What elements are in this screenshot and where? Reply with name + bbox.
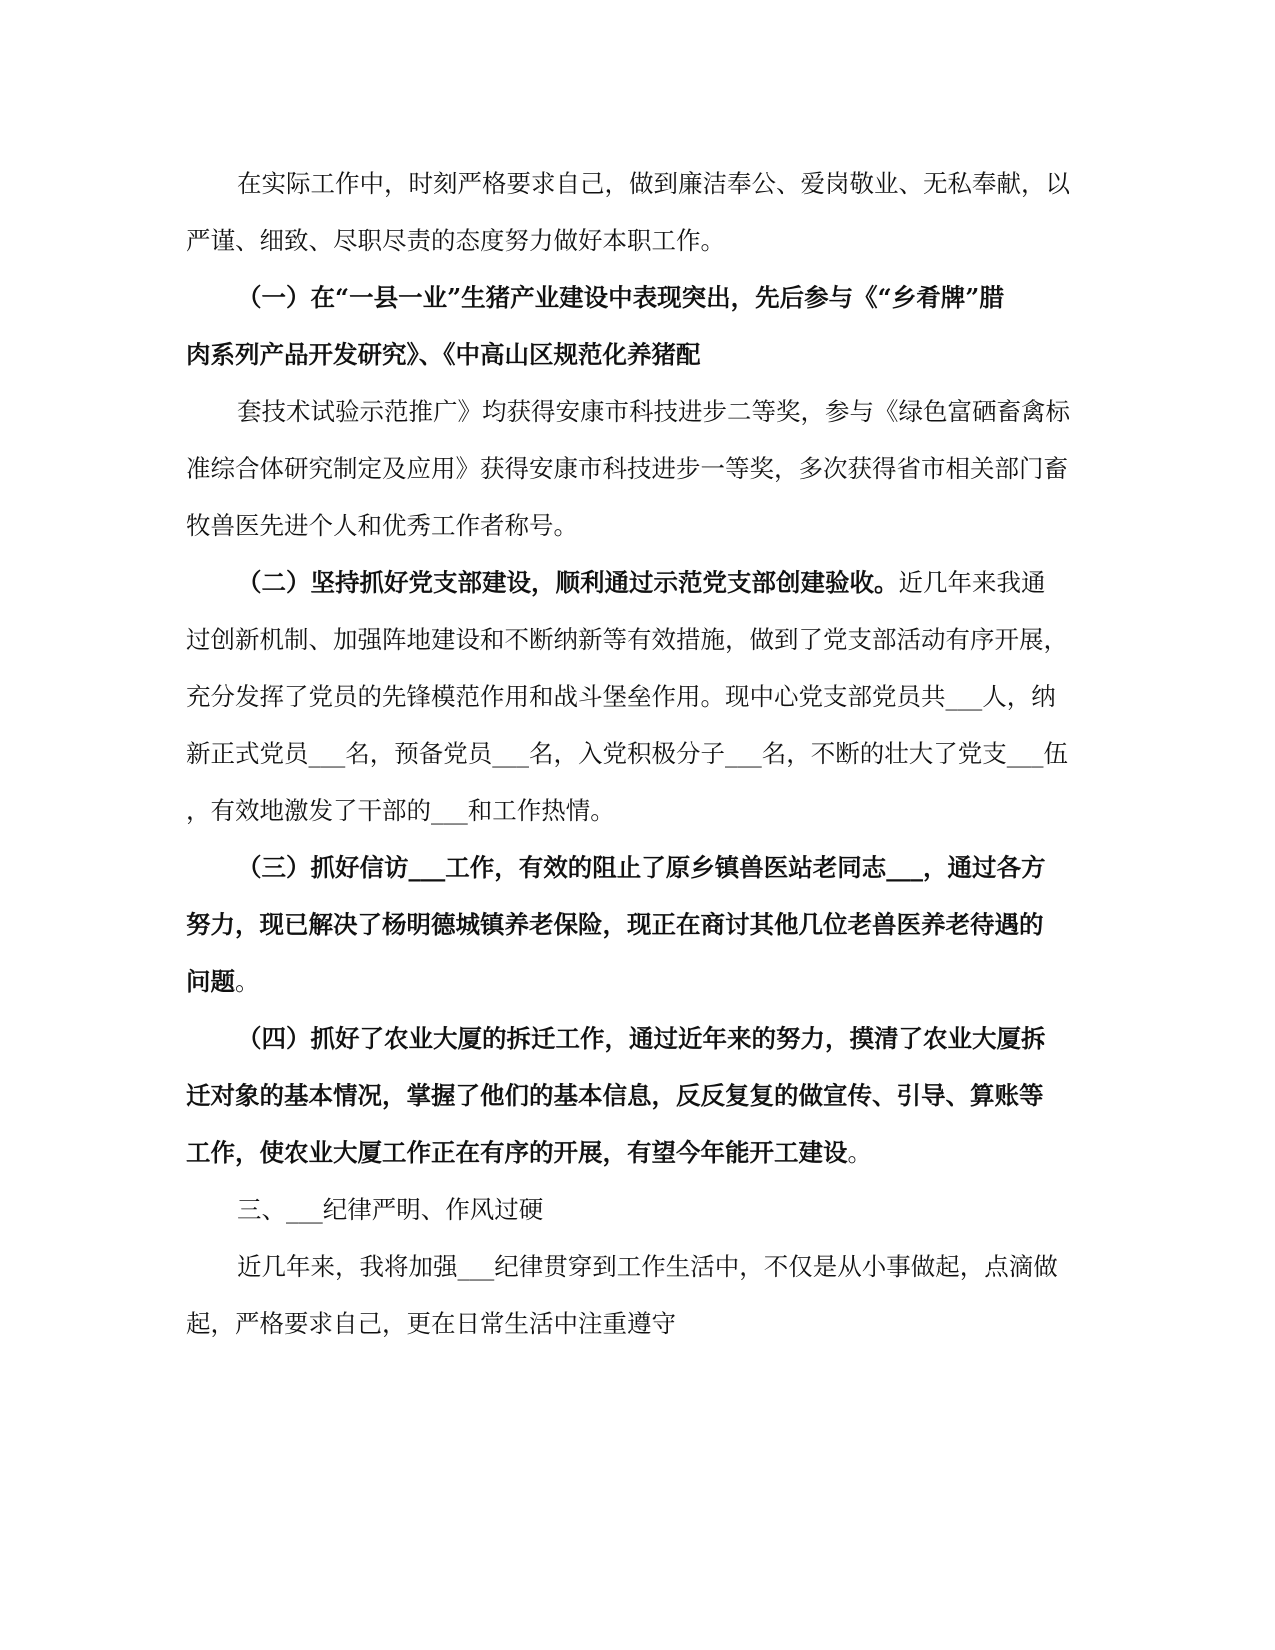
section-1-heading-line-1: （一）在“一县一业”生猪产业建设中表现突出，先后参与《“乡肴牌”腊	[237, 283, 1004, 312]
section-2-line-1	[237, 567, 1137, 599]
paragraph-intro-line-2: 严谨、细致、尽职尽责的态度努力做好本职工作。	[186, 226, 725, 255]
section-4-end-bold: 工作，使农业大厦工作正在有序的开展，有望今年能开工建设	[186, 1138, 848, 1167]
section-4-line-1: （四）抓好了农业大厦的拆迁工作，通过近年来的努力，摸清了农业大厦拆	[237, 1024, 1046, 1053]
section-1-heading-line-2: 肉系列产品开发研究》、《中高山区规范化养猪配	[186, 340, 701, 369]
section-1-body-line-2: 准综合体研究制定及应用》获得安康市科技进步一等奖，多次获得省市相关部门畜	[186, 454, 1068, 483]
section-4-end-period: 。	[847, 1138, 872, 1167]
section-2-line-3: 充分发挥了党员的先锋模范作用和战斗堡垒作用。现中心党支部党员共___人，纳	[186, 682, 1056, 711]
section-3-line-1: （三）抓好信访___工作，有效的阻止了原乡镇兽医站老同志___，通过各方	[237, 853, 1046, 882]
section-2-line-4: 新正式党员___名，预备党员___名，入党积极分子___名，不断的壮大了党支___伍	[186, 739, 1068, 768]
section-1-body-line-1: 套技术试验示范推广》均获得安康市科技进步二等奖，参与《绿色富硒畜禽标	[237, 397, 1070, 426]
section-2-body-start: 近几年来我通	[898, 568, 1046, 597]
section-3-line-3	[186, 966, 1086, 998]
section-3-end-period: 。	[235, 967, 260, 996]
section-1-body-line-3: 牧兽医先进个人和优秀工作者称号。	[186, 511, 578, 540]
part-3-body-line-1: 近几年来，我将加强___纪律贯穿到工作生活中，不仅是从小事做起，点滴做	[237, 1252, 1058, 1281]
paragraph-intro-line-1: 在实际工作中，时刻严格要求自己，做到廉洁奉公、爱岗敬业、无私奉献，以	[237, 169, 1070, 198]
section-4-line-3	[186, 1137, 1086, 1169]
section-3-end-bold: 问题	[186, 967, 235, 996]
part-3-heading: 三、___纪律严明、作风过硬	[237, 1195, 544, 1224]
section-2-line-2: 过创新机制、加强阵地建设和不断纳新等有效措施，做到了党支部活动有序开展，	[186, 625, 1068, 654]
section-4-line-2: 迁对象的基本情况，掌握了他们的基本信息，反反复复的做宣传、引导、算账等	[186, 1081, 1044, 1110]
part-3-body-line-2: 起，严格要求自己，更在日常生活中注重遵守	[186, 1309, 676, 1338]
section-3-line-2: 努力，现已解决了杨明德城镇养老保险，现正在商讨其他几位老兽医养老待遇的	[186, 910, 1044, 939]
section-2-heading: （二）坚持抓好党支部建设，顺利通过示范党支部创建验收。	[237, 568, 899, 597]
section-2-line-5: ，有效地激发了干部的___和工作热情。	[186, 796, 615, 825]
